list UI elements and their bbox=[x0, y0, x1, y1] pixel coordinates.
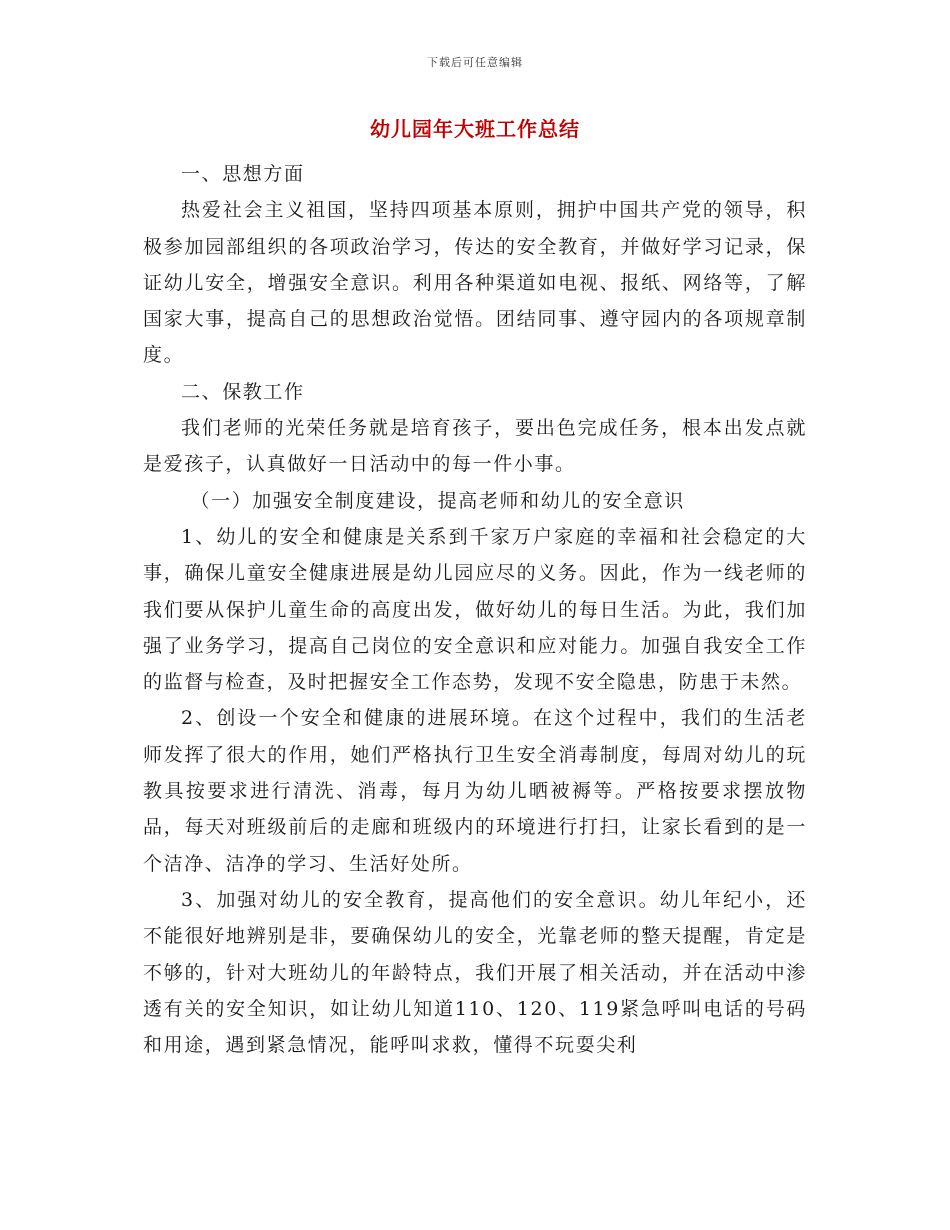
paragraph-safety-1: 1、幼儿的安全和健康是关系到千家万户家庭的幸福和社会稳定的大事，确保儿童安全健康进展是幼儿园应尽的义务。因此，作为一线老师的我们要从保护儿童生命的高度出发，做好幼儿的每日生活。为此，我们加强了业务学习，提高自己岗位的安全意识和应对能力。加强自我安全工作的监督与检查，及时把握安全工作态势，发现不安全隐患，防患于未然。 bbox=[143, 525, 807, 694]
paragraph-safety-3: 3、加强对幼儿的安全教育，提高他们的安全意识。幼儿年纪小，还不能很好地辨别是非，要确保幼儿的安全，光靠老师的整天提醒，肯定是不够的，针对大班幼儿的年龄特点，我们开展了相关活动，并在活动中渗透有关的安全知识，如让幼儿知道110、120、119紧急呼叫电话的号码和用途，遇到紧急情况，能呼叫求救，懂得不玩耍尖利 bbox=[143, 888, 807, 1057]
section-heading-thought: 一、思想方面 bbox=[181, 163, 305, 185]
document-body bbox=[143, 156, 807, 1063]
section-heading-care-education: 二、保教工作 bbox=[181, 380, 305, 403]
page-header: 下载后可任意编辑 bbox=[427, 56, 523, 69]
paragraph-safety-2: 2、创设一个安全和健康的进展环境。在这个过程中，我们的生活老师发挥了很大的作用，她们严格执行卫生安全消毒制度，每周对幼儿的玩教具按要求进行清洗、消毒，每月为幼儿晒被褥等。严格按要求摆放物品，每天对班级前后的走廊和班级内的环境进行打扫，让家长看到的是一个洁净、洁净的学习、生活好处所。 bbox=[143, 707, 807, 875]
paragraph-thought: 热爱社会主义祖国，坚持四项基本原则，拥护中国共产党的领导，积极参加园部组织的各项政治学习，传达的安全教育，并做好学习记录，保证幼儿安全，增强安全意识。利用各种渠道如电视、报纸、网络等，了解国家大事，提高自己的思想政治觉悟。团结同事、遵守园内的各项规章制度。 bbox=[143, 199, 807, 367]
document-title: 幼儿园年大班工作总结 bbox=[370, 117, 580, 141]
paragraph-care-education-intro: 我们老师的光荣任务就是培育孩子，要出色完成任务，根本出发点就是爱孩子，认真做好一日活动中的每一件小事。 bbox=[143, 417, 807, 476]
subsection-heading-safety: （一）加强安全制度建设，提高老师和幼儿的安全意识 bbox=[190, 489, 685, 512]
